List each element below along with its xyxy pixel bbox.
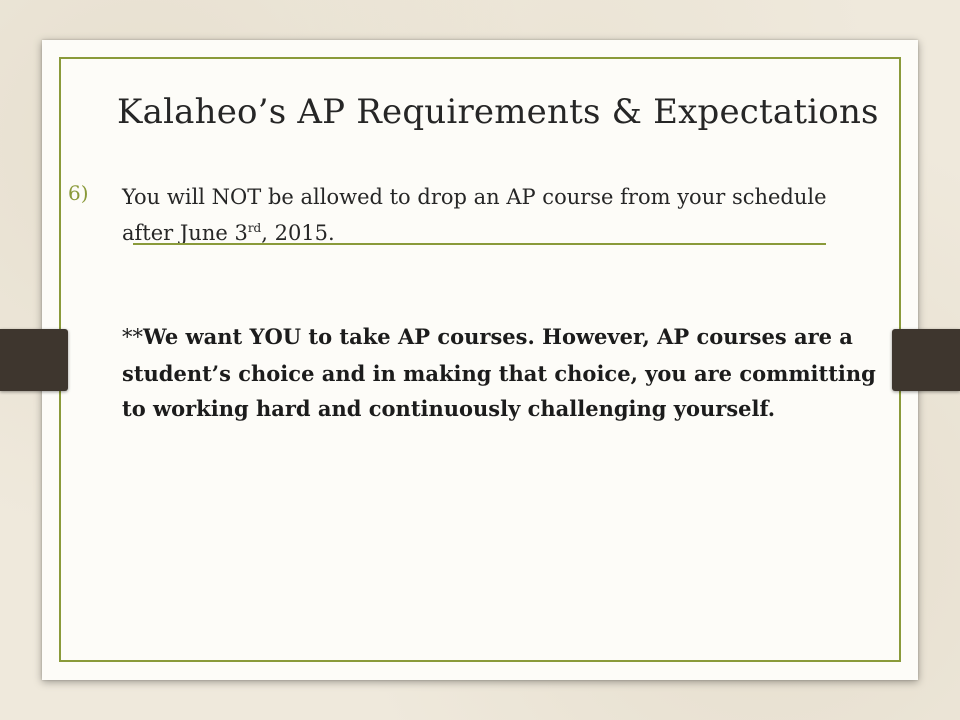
bullet-number: 6) (68, 181, 89, 205)
note-prefix: ** (122, 325, 143, 349)
bullet-superscript: rd (247, 221, 262, 235)
bullet-text-end: , 2015. (261, 221, 335, 245)
note-text: We want YOU to take AP courses. However, AP courses are a student’s choice and in making that choice, you are committing to working hard and continuously challenging yourself. (122, 324, 876, 421)
divider-line (133, 243, 826, 245)
left-binder-tab (0, 329, 68, 391)
slide-title: Kalaheo’s AP Requirements & Expectations (117, 92, 879, 132)
right-binder-tab (892, 329, 960, 391)
bullet-text (122, 179, 882, 251)
bullet-text-main: You will NOT be allowed to drop an AP course from your schedule after June 3 (122, 185, 827, 245)
note-paragraph (122, 319, 892, 427)
